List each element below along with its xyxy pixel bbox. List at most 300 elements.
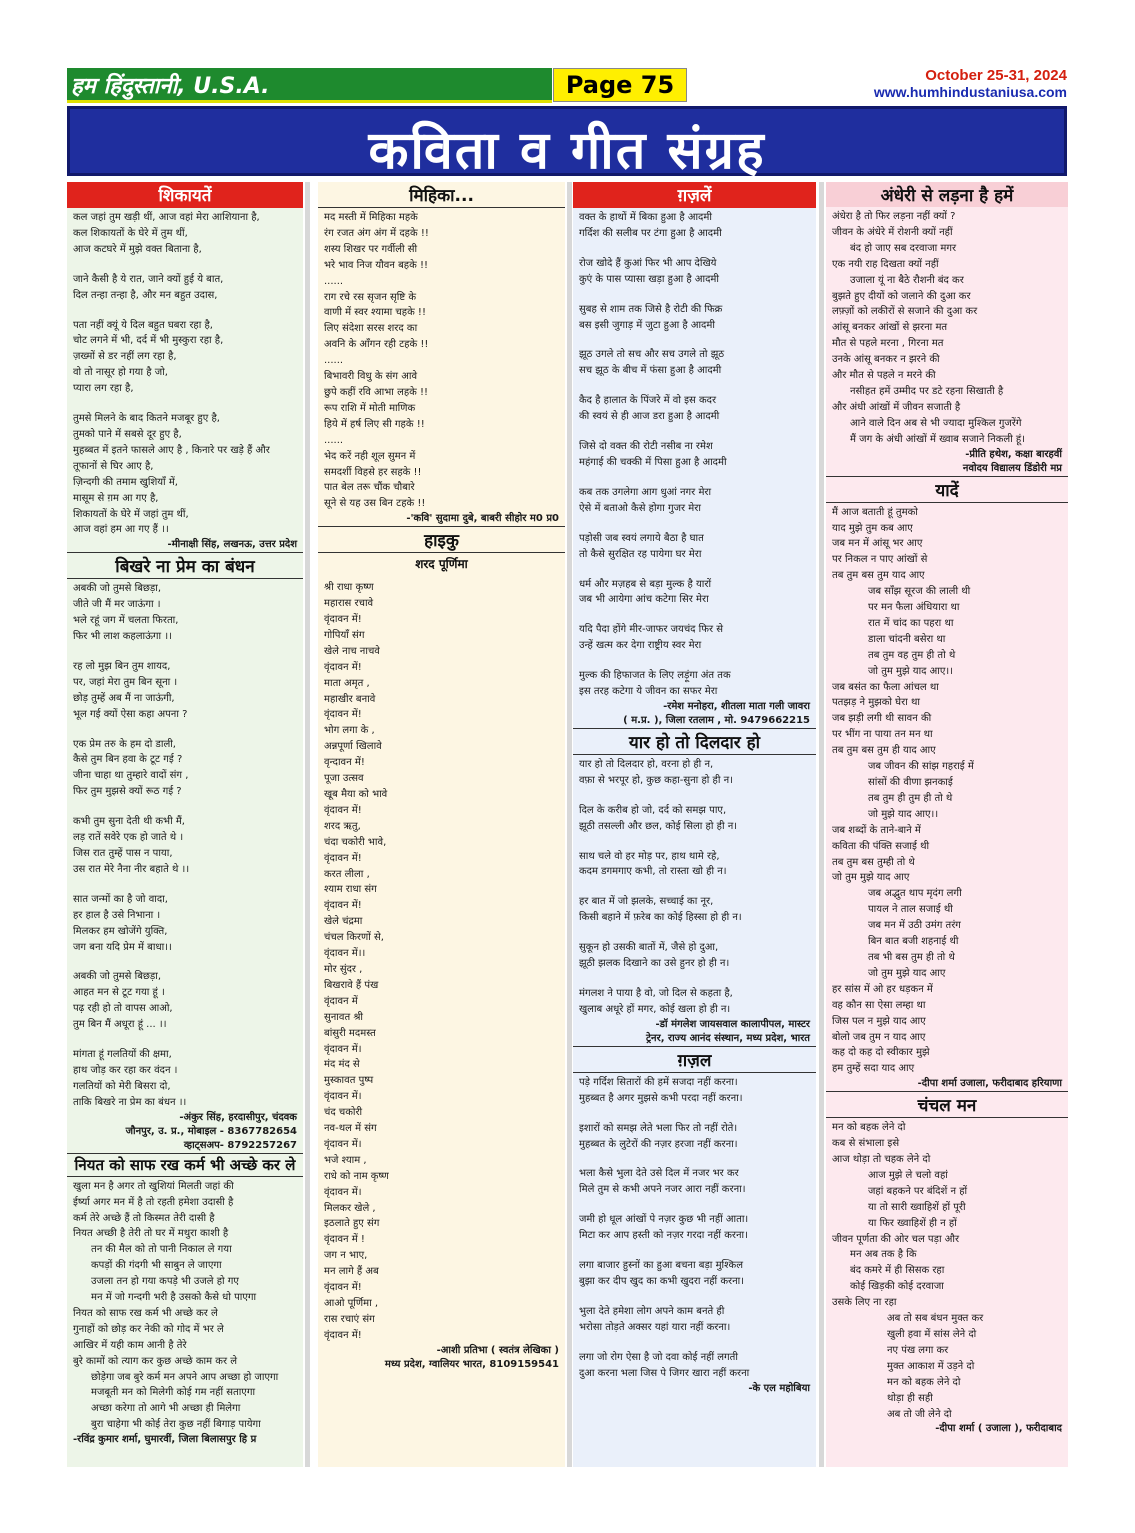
poem-line: थोड़ा ही सही [887, 1392, 933, 1404]
poem-line: मौत से पहले मरना , गिरना मत [832, 338, 944, 350]
poem-line: आंसू बनकर आंखों से झरना मत [832, 322, 948, 334]
poem-author: -'कवि' सुदामा दुबे, बाबरी सीहोर म0 प्र0 [406, 513, 559, 525]
stanza-gap [73, 304, 297, 318]
poem-line: वृंदावन में [324, 995, 358, 1007]
poem-title: मिहिका... [318, 182, 565, 208]
poem-line: जग बना यदि प्रेम में बाधा।। [73, 941, 172, 953]
poem-line: जब शब्दों के ताने-बाने में [832, 824, 921, 836]
poem-line: गोपियाँ संग [324, 629, 365, 641]
poem-line: वृंदावन में। [324, 1186, 362, 1198]
poem-line: वृंदावन में! [324, 709, 362, 721]
poem-line: कुएं के पास प्यासा खड़ा हुआ है आदमी [579, 273, 719, 285]
poem-line: वृंदावन में! [324, 852, 362, 864]
poem-title: हाइकु [318, 526, 565, 553]
poem-line: पतझड़ ने मुझको घेरा था [832, 697, 920, 709]
poem-line: पढ़ रही हो तो वापस आओ, [73, 1003, 173, 1015]
poem-line: भरे भाव निज यौवन बहके !! [324, 259, 428, 271]
poem-line: वफ़ा से भरपूर हो, कुछ कहा-सुना हो ही न। [579, 774, 733, 786]
stanza-gap [579, 379, 810, 393]
column-divider [819, 182, 824, 1467]
poem-line: फिर तुम मुझसे क्यों रूठ गई ? [73, 786, 182, 798]
column-divider [567, 182, 572, 1467]
poem-line: मुल्क की हिफाजत के लिए लड़ूंगा अंत तक [579, 670, 731, 682]
poem-line: आखिर में यही काम आनी है तेरे [73, 1339, 187, 1351]
poem-line: बस इसी जुगाड़ में जुटा हुआ है आदमी [579, 319, 715, 331]
poem-line: मुहब्बत है अगर मुझसे कभी परदा नहीं करना। [579, 1092, 743, 1104]
poem-line: जब मन में उठी उमंग तरंग [868, 920, 961, 932]
poem-line: शरद ऋतु, [324, 820, 361, 832]
poem-line: और मौत से पहले न मरने की [832, 370, 936, 382]
poem-line: वृन्दावन में! [324, 757, 365, 769]
poem-line: भरोसा तोड़ते अक्सर यहां यारा नहीं करना। [579, 1321, 731, 1333]
poem-line: अबकी जो तुमसे बिछड़ा, [73, 583, 162, 595]
poem-line: वाणी में स्वर श्यामा चहके !! [324, 307, 426, 319]
poem-line: जमी हो धूल आंखों पे नज़र कुछ भी नहीं आता। [579, 1214, 749, 1226]
poem-line: भजे श्याम , [324, 1154, 367, 1166]
poem-line: राधे को नाम कृष्ण [324, 1170, 389, 1182]
poem-author: -दीपा शर्मा ( उजाला ), फरीदाबाद [935, 1423, 1062, 1435]
poem-line: मासूम से ग़म आ गए है, [73, 492, 159, 504]
poem-line: डाला चांदनी बसेरा था [868, 633, 946, 645]
masthead-title: हम हिंदुस्तानी, U.S.A. [71, 74, 270, 99]
poem-line: तूफानों से घिर आए है, [73, 460, 154, 472]
poem-line: पर भींग ना पाया तन मन था [832, 729, 933, 741]
poem-line: झूठी तसल्ली और छल, कोई सिला हो ही न। [579, 820, 738, 832]
issue-date: October 25-31, 2024 [925, 67, 1067, 84]
poem-line: धर्म और मज़हब से बड़ा मुल्क है यारों [579, 578, 712, 590]
poem-line: कब तक उगलेगा आग धुआं नगर मेरा [579, 486, 712, 498]
poem-line: आज वहां हम आ गए हैं ।। [73, 524, 169, 536]
poem-line: अबकी जो तुमसे बिछड़ा, [73, 971, 162, 983]
poem-line: एक प्रेम तरु के हम दो डाली, [73, 738, 176, 750]
poem-line: वृंदावन में! [324, 900, 362, 912]
poem-line: सच झूठ के बीच में फंसा हुआ है आदमी [579, 365, 722, 377]
poem-line: बुरा चाहेगा भी कोई तेरा कुछ नहीं बिगाड़ पायेगा [91, 1419, 261, 1431]
poem-line: तुमको पाने में सबसे दूर हुए है, [73, 428, 182, 440]
poem-line: वृंदावन में।। [324, 948, 366, 960]
poem-line: दिल के करीब हो जो, दर्द को समझ पाए, [579, 804, 727, 816]
poem-line: चोट लगने में भी, दर्द में भी मुस्कुरा रहा है, [73, 335, 224, 347]
poem-line: इशारों को समझ लेते भला फिर तो नहीं रोते। [579, 1122, 738, 1134]
stanza-gap [73, 878, 297, 892]
poem-line: जब साँझ सूरज की लाली थी [868, 586, 971, 598]
poem-line: बुरे कामों को त्याग कर कुछ अच्छे काम कर ले [73, 1355, 238, 1367]
poem-line: पर निकल न पाए आंखों से [832, 554, 928, 566]
poem-line: उस रात मेरे नैना नीर बहाते थे ।। [73, 863, 190, 875]
poem-line: ज़िन्दगी की तमाम खुशियाँ में, [73, 476, 178, 488]
banner-title: कविता व गीत संग्रह [368, 121, 766, 181]
poem-line: रोज खोदे हैं कुआं फिर भी आप देखिये [579, 257, 717, 269]
poem-line: मन में जो गन्दगी भरी है उसको कैसे धो पाएगा [91, 1292, 257, 1304]
author-contact: जौनपुर, उ. प्र., मोबाइल - 8367782654 [125, 1125, 297, 1137]
poem-line: शिकायतों के घेरे में जहां तुम थीं, [73, 508, 189, 520]
poem-line: माता अमृत , [324, 677, 370, 689]
page-number: Page 75 [565, 71, 675, 99]
poem-line: आओ पूर्णिमा , [324, 1298, 379, 1309]
poem-author: -के एल महोबिया [748, 1382, 810, 1394]
poem-line: मद मस्ती में मिहिका महके [324, 212, 418, 223]
poem-line: श्याम राधा संग [324, 884, 377, 896]
poem-line: वो तो नासूर हो गया है जो, [73, 367, 168, 379]
poem-line: जो तुम मुझे याद आए।। [868, 665, 953, 677]
poem-title: चंचल मन [826, 1091, 1068, 1118]
poem-body [67, 579, 303, 1110]
poem-line: पर मन फैला अंधियारा था [868, 602, 960, 614]
poem-line: कह दो कह दो स्वीकार मुझे [832, 1047, 930, 1059]
poem-line: अब तो जी लेने दो [887, 1408, 952, 1420]
poem-line: जीवन के अंधेरे में रोशनी क्यों नहीं [832, 226, 953, 238]
poem-line: जिस पल न मुझे याद आए [832, 1015, 926, 1027]
stanza-gap [579, 789, 810, 803]
poem-line: बांसुरी मदमस्त [324, 1027, 376, 1039]
poem-line: उसके लिए ना रहा [832, 1297, 897, 1309]
author-contact: मध्य प्रदेश, ग्वालियर भारत, 8109159541 [384, 1358, 559, 1370]
poem-line: नए पंख लगा कर [887, 1344, 949, 1356]
poem-line: पता नहीं क्यूं ये दिल बहुत घबरा रहा है, [73, 319, 213, 331]
poem-line: बिखरावे हैं पंख [324, 979, 379, 991]
poem-line: रह लो मुझ बिन तुम शायद, [73, 660, 171, 672]
poem-title: बिखरे ना प्रेम का बंधन [67, 552, 303, 579]
poem-line: कैसे तुम बिन हवा के टूट गई ? [73, 754, 183, 766]
poem-title: नियत को साफ रख कर्म भी अच्छे कर ले [67, 1153, 303, 1177]
poem-line: जब मन में आंसू भर आए [832, 538, 923, 550]
poem-line: मंगलश ने पाया है वो, जो दिल से कहता है, [579, 988, 733, 999]
poem-author: -अंकुर सिंह, हरदासीपुर, चंदवक [179, 1111, 297, 1123]
poem-line: जब बसंत का फैला आंचल था [832, 681, 939, 693]
poem-author: -मीनाक्षी सिंह, लखनऊ, उत्तर प्रदेश [167, 539, 297, 551]
poem-line: राग रचे रस सृजन सृष्टि के [324, 291, 417, 303]
author-contact: ( म.प्र. ), जिला रतलाम , मो. 9479662215 [623, 714, 810, 726]
poem-line: पायल ने ताल सजाई थी [868, 904, 953, 916]
poem-line: चंद चकोरी [324, 1107, 363, 1119]
poem-line: जब जीवन की सांझ गहराई में [868, 761, 974, 773]
poem-line: मिलकर खेले , [324, 1202, 376, 1214]
poem-line: झूठी झलक दिखाने का उसे हुनर हो ही न। [579, 958, 730, 970]
poem-line: कोई खिड़की कोई दरवाजा [850, 1281, 944, 1293]
poem-line: ...... [324, 434, 344, 446]
poem-line: हर हाल है उसे निभाना । [73, 909, 161, 921]
poem-line: झूठ उगले तो सच और सच उगले तो झूठ [579, 349, 725, 361]
poem-line: पात बेल तरू चौंक चौबारे [324, 482, 415, 494]
poem-line: वृंदावन में! [324, 614, 362, 626]
poem-line: जीवन पूर्णता की ओर चल पड़ा और [832, 1233, 960, 1245]
poem-line: शस्य शिखर पर गर्वीली सी [324, 243, 418, 255]
poem-line: मन को बहक लेने दो [832, 1122, 906, 1134]
poem-line: लड़ रातें सवेरे एक हो जाते थे । [73, 832, 184, 844]
poem-line: मिले तुम से कभी अपने नजर आरा नहीं करना। [579, 1184, 746, 1196]
poem-line: ईर्ष्या अगर मन में है तो रहती हमेशा उदासी है [73, 1196, 234, 1208]
poem-line: समदर्शी विहसे हर सहके !! [324, 466, 422, 478]
poem-line: कल जहां तुम खड़ी थीं, आज वहां मेरा आशियाना है, [73, 212, 260, 223]
stanza-gap [579, 563, 810, 577]
poem-line: आहत मन से टूट गया हूं । [73, 987, 165, 999]
poem-line: चंदा चकोरी भावे, [324, 836, 387, 848]
stanza-gap [579, 1290, 810, 1304]
poem-title: ग़ज़लें [573, 182, 816, 208]
poem-line: वृंदावन में! [324, 1282, 362, 1294]
poem-line: भले रहूं जग में चलता फिरता, [73, 615, 179, 627]
poem-line: अन्नपूर्णा खिलावे [324, 741, 382, 753]
stanza-gap [73, 800, 297, 814]
masthead [67, 68, 552, 103]
poem-line: जग न भाए, [324, 1250, 368, 1262]
poem-line: तब तुम वह तुम ही तो थे [868, 649, 956, 661]
poem-line: सात जन्मों का है जो वादा, [73, 893, 168, 905]
poem-line: दिल तन्हा तन्हा है, और मन बहुत उदास, [73, 289, 218, 301]
poem-line: उन्हें खत्म कर देगा राष्ट्रीय स्वर मेरा [579, 640, 702, 652]
poem-line: जिस रात तुम्हें पास न पाया, [73, 848, 173, 859]
poem-line: बिन बात बजी शहनाई थी [868, 936, 959, 948]
poem-line: बंद कमरे में ही सिसक रहा [850, 1265, 945, 1277]
poem-line: बंद हो जाए सब दरवाजा मगर [850, 242, 957, 254]
stanza-gap [579, 1152, 810, 1166]
poem-line: उनके आंसू बनकर न झरने की [832, 354, 940, 366]
poem-line: खुली हवा में सांस लेने दो [887, 1329, 977, 1340]
poem-line: महंगाई की चक्की में पिसा हुआ है आदमी [579, 456, 727, 468]
poem-line: भला कैसे भुला देते उसे दिल में नजर भर कर [579, 1168, 739, 1180]
poem-line: लगा बाजार हुस्नों का हुआ बचना बड़ा मुश्किल [579, 1260, 744, 1272]
poem-line: चंचल किरणों से, [324, 932, 384, 944]
poem-line: महाखीर बनावे [324, 693, 376, 705]
poem-line: फिर भी लाश कहलाऊंगा ।। [73, 631, 172, 643]
poem-line: कैद है हालात के पिंजरे में वो इस कदर [579, 395, 717, 407]
poem-line: वृंदावन में! [324, 1329, 362, 1341]
poem-line: गर्दिश की सलीब पर टंगा हुआ है आदमी [579, 227, 722, 239]
poem-line: अच्छा करेगा तो आगे भी अच्छा ही मिलेगा [91, 1403, 241, 1415]
poem-line: की स्वयं से ही आज डरा हुआ है आदमी [579, 411, 720, 423]
poem-line: खुला मन है अगर तो खुशियां मिलती जहां की [73, 1180, 234, 1192]
poem-line: प्यारा लग रहा है, [73, 383, 134, 395]
poem-line: सांसों की वीणा झनकाई [868, 777, 953, 788]
poem-line: पर, जहां मेरा तुम बिन सूना । [73, 676, 178, 688]
poem-line: भुला देते हमेशा लोग अपने काम बनते ही [579, 1305, 725, 1317]
poem-title: अंधेरी से लड़ना है हमें [826, 182, 1068, 207]
poem-line: जब भी आयेगा आंच कटेगा सिर मेरा [579, 594, 709, 606]
poem-line: छोड़ तुम्हें अब मैं ना जाऊंगी, [73, 692, 175, 704]
poem-line: मैं जग के अंधी आंखों में ख्वाब सजाने निकली हूं। [850, 433, 1026, 445]
poem-line: सुकून हो उसकी बातों में, जैसे हो दुआ, [579, 942, 719, 954]
stanza-gap [579, 333, 810, 347]
section-banner [67, 106, 1067, 181]
poem-line: रास रचाएं संग [324, 1313, 375, 1325]
poem-line: या तो सारी ख्वाहिशें हों पूरी [868, 1201, 966, 1213]
poem-line: अवनि के आँगन रही टहके !! [324, 339, 429, 351]
stanza-gap [579, 1198, 810, 1212]
stanza-gap [579, 1244, 810, 1258]
stanza-gap [579, 654, 810, 668]
poem-line: लगा जो रोग ऐसा है जो दवा कोई नहीं लगती [579, 1351, 738, 1363]
poem-line: मुहब्बत में इतने फासले आए है , किनारे पर खड़े हैं और [73, 444, 270, 456]
poem-line: कब से संभाला इसे [832, 1138, 900, 1150]
poem-line: वह कौन सा ऐसा लम्हा था [832, 999, 926, 1011]
poem-line: इठलाते हुए संग [324, 1218, 380, 1230]
poem-line: आज कटघरे में मुझे वक्त बिताना है, [73, 243, 202, 255]
poem-body [573, 208, 816, 700]
poem-body [573, 755, 816, 1018]
poem-line: सुबह से शाम तक जिसे है रोटी की फिक्र [579, 303, 723, 315]
poem-line: खूब मैया को भावे [324, 789, 388, 800]
poem-line: पड़े गर्दिश सितारों की हमें सजदा नहीं करना। [579, 1076, 738, 1088]
poem-line: हर सांस में ओ हर धड़कन में [832, 983, 933, 995]
poem-line: जाने कैसी है ये रात, जाने क्यों हुई ये बात, [73, 273, 224, 285]
poem-author: -रमेश मनोहरा, शीतला माता गली जावरा [663, 700, 810, 712]
poem-line: और अंधी आंखों में जीवन सजाती है [832, 401, 961, 413]
poem-line: तुमसे मिलने के बाद कितने मजबूर हुए है, [73, 413, 220, 425]
poem-line: मांगता हूं गलतियों की क्षमा, [73, 1049, 172, 1061]
poem-line: हाथ जोड़ कर रहा कर वंदन । [73, 1064, 178, 1076]
poem-line: जो तुम मुझे याद आए [832, 872, 910, 884]
poem-line: हम तुम्हें सदा याद आए [832, 1063, 915, 1075]
poem-line: इस तरह कटेगा ये जीवन का सफर मेरा [579, 686, 718, 698]
poem-line: ऐसे में बताओ कैसे होगा गुजर मेरा [579, 502, 701, 514]
poem-body [318, 208, 565, 512]
poem-title: यादें [826, 476, 1068, 503]
poem-line: नसीहत हमें उम्मीद पर डटे रहना सिखाती है [850, 385, 1004, 397]
poem-line: मन को बहक लेने दो [887, 1376, 961, 1388]
poem-body [67, 1177, 303, 1434]
poem-line: तब भी बस तुम ही तो थे [868, 951, 955, 963]
poem-line: उजला तन हो गया कपड़े भी उजले हो गए [91, 1276, 239, 1288]
poem-line: भूल गई क्यों ऐसा कहा अपना ? [73, 708, 188, 720]
poem-line: तन की मैल को तो पानी निकाल ले गया [91, 1244, 232, 1256]
poem-line: जो तुम मुझे याद आए [868, 967, 946, 979]
poem-line: वृंदावन में। [324, 1138, 362, 1150]
poem-line: वृंदावन में! [324, 661, 362, 673]
poem-line: ...... [324, 355, 344, 367]
poem-line: मोर सुंदर , [324, 963, 363, 975]
poem-line: रात में चांद का पहरा था [868, 617, 954, 629]
poem-line: यदि पैदा होंगे मीर-जाफर जयचंद फिर से [579, 624, 723, 636]
poem-line: वक्त के हाथों में बिका हुआ है आदमी [579, 212, 712, 223]
poem-line: वृंदावन में ! [324, 1234, 365, 1246]
poem-author: -डॉ मंगलेश जायसवाल कालापीपल, मास्टर [655, 1018, 810, 1030]
stanza-gap [579, 1336, 810, 1350]
poem-line: करत लीला , [324, 868, 370, 880]
poem-body [826, 207, 1068, 448]
poem-line: मिलकर हम खोजेंगे युक्ति, [73, 925, 168, 937]
stanza-gap [73, 955, 297, 969]
author-contact: ट्रेनर, राज्य आनंद संस्थान, मध्य प्रदेश, भारत [646, 1032, 810, 1044]
poem-line: तब तुम बस तुम ही याद आए [832, 745, 936, 757]
stanza-gap [579, 471, 810, 485]
poem-line: हर बात में जो झलके, सच्चाई का नूर, [579, 896, 714, 908]
poem-line: नव-थल में संग [324, 1123, 377, 1135]
column-1 [67, 182, 303, 1467]
poem-line: श्री राधा कृष्ण [324, 582, 374, 594]
stanza-gap [73, 397, 297, 411]
poem-line: जीना चाहा था तुम्हारे वादों संग , [73, 770, 189, 782]
poem-line: कपड़ों की गंदगी भी साबुन ले जाएगा [91, 1260, 222, 1272]
poem-line: याद मुझे तुम कब आए [832, 522, 913, 534]
poem-line: दुआ करना भला जिस पे जिगर खारा नहीं करना [579, 1367, 750, 1379]
poem-line: आज मुझे ले चलो वहां [868, 1169, 948, 1181]
poem-line: गुनाहों को छोड़ कर नेकी को गोद में भर ले [73, 1323, 224, 1335]
poem-line: खेले नाच नाचवे [324, 645, 380, 657]
poem-line: यार हो तो दिलदार हो, वरना हो ही न, [579, 758, 714, 770]
poem-line: बुझते हुए दीयों को जलाने की दुआ कर [832, 290, 971, 302]
poem-line: मिटा कर आप हस्ती को नज़र गरदा नहीं करना। [579, 1230, 748, 1242]
poem-line: उजाला यूं ना बैठे रौशनी बंद कर [850, 274, 964, 286]
stanza-gap [579, 517, 810, 531]
poem-line: तब तुम बस तुम्ही तो थे [832, 856, 915, 868]
stanza-gap [579, 608, 810, 622]
poem-line: मुस्कावत पुष्प [324, 1075, 374, 1087]
poem-line: कभी तुम सुना देती थी कभी मैं, [73, 816, 185, 828]
poem-line: जिसे दो वक्त की रोटी नसीब ना रमेश [579, 441, 713, 453]
poem-line: तब तुम बस तुम याद आए [832, 570, 925, 582]
poem-line: लफ़्ज़ों को लकीरों से सजाने की दुआ कर [832, 306, 978, 318]
poem-body [826, 503, 1068, 1078]
poem-line: नियत अच्छी है तेरी तो घर में मथुरा काशी है [73, 1228, 229, 1240]
poem-line: अंधेरा है तो फिर लड़ना नहीं क्यों ? [832, 211, 956, 222]
stanza-gap [579, 1107, 810, 1121]
author-contact: नवोदय विद्यालय डिंडोरी मप्र [962, 462, 1062, 474]
poem-line: तब तुम ही तुम ही तो थे [868, 792, 953, 804]
poem-line: छुपे कहीं रवि आभा लहके !! [324, 386, 429, 398]
poem-line: बोलो जब तुम न याद आए [832, 1031, 926, 1043]
poem-line: पड़ोसी जब स्वयं लगाये बैठा है घात [579, 532, 704, 544]
poem-author: -आशी प्रतिभा ( स्वतंत्र लेखिका ) [436, 1344, 559, 1356]
poem-line: वृंदावन में। [324, 1091, 362, 1103]
poem-line: किसी बहाने में फ़रेब का कोई हिस्सा हो ही न। [579, 912, 742, 924]
poem-line: कदम डगमगाए कभी, तो रास्ता खो ही न। [579, 866, 727, 878]
poem-line: एक नयी राह दिखता क्यों नहीं [832, 258, 939, 270]
poem-line: वृंदावन में! [324, 804, 362, 816]
poem-line: या फिर ख्वाहिशें ही न हों [868, 1217, 957, 1229]
website-url[interactable]: www.humhindustaniusa.com [873, 84, 1067, 100]
poem-line: ताकि बिखरे ना प्रेम का बंधन ।। [73, 1096, 187, 1108]
column-3 [573, 182, 816, 1467]
poem-line: तुम बिन मैं अधूरा हूं ... ।। [73, 1019, 167, 1031]
poem-line: भोग लगा के , [324, 725, 375, 737]
poem-line: पूजा उत्सव [324, 773, 364, 785]
poem-title: यार हो तो दिलदार हो [573, 728, 816, 755]
poem-line: हिये में हर्ष लिए सी गहके !! [324, 418, 425, 430]
stanza-gap [73, 1033, 297, 1047]
poem-line: तो कैसे सुरक्षित रह पायेगा घर मेरा [579, 548, 702, 560]
column-divider [305, 182, 310, 1467]
poem-line: महारास रचावे [324, 598, 374, 610]
poem-line: बुझा कर दीप खुद का कभी खुदरा नहीं करना। [579, 1275, 745, 1287]
stanza-gap [579, 425, 810, 439]
poem-line: सूने से यह उस बिन टहके !! [324, 498, 426, 510]
poem-line: मैं आज बताती हूं तुमको [832, 506, 918, 518]
poem-line: ज़ख्मों से डर नहीं लग रहा है, [73, 351, 177, 363]
stanza-gap [579, 835, 810, 849]
page-number-box [553, 68, 687, 102]
author-contact: व्हाट्सअप- 8792257267 [183, 1139, 297, 1151]
poem-title: ग़ज़ल [573, 1046, 816, 1073]
poem-line: जीते जी मैं मर जाऊंगा । [73, 599, 161, 611]
poem-line: भेद करें नही शूल सुमन में [324, 450, 416, 462]
poem-line: साथ चले वो हर मोड़ पर, हाथ थामे रहे, [579, 850, 720, 862]
poem-line: लिए संदेशा सरस शरद का [324, 323, 418, 335]
stanza-gap [579, 288, 810, 302]
poem-line: छोड़ेगा जब बुरे कर्म मन अपने आप अच्छा हो जाएगा [91, 1371, 279, 1383]
poem-line: कर्म तेरे अच्छे हैं तो किस्मत तेरी दासी है [73, 1212, 215, 1224]
poem-subtitle: शरद पूर्णिमा [415, 557, 468, 572]
poem-line: कल शिकायतों के घेरे में तुम थीं, [73, 227, 188, 239]
poem-line: जब झड़ी लगी थी सावन की [832, 713, 932, 725]
poem-line: खुलाब अधूरे हों मगर, कोई खला हो ही न। [579, 1003, 731, 1015]
poem-author: -रविंद्र कुमार शर्मा, घुमारवीं, जिला बिलासपुर हि प्र [73, 1434, 257, 1446]
poem-body [67, 208, 303, 538]
poem-line: रंग रजत अंग अंग में दहके !! [324, 227, 429, 239]
poem-line: वृंदावन में। [324, 1043, 362, 1055]
poem-line: आज थोड़ा तो चहक लेने दो [832, 1154, 931, 1166]
poem-line: मुहब्बत के लुटेरों की नज़र हरजा नहीं करना। [579, 1138, 738, 1150]
column-4 [826, 182, 1068, 1467]
